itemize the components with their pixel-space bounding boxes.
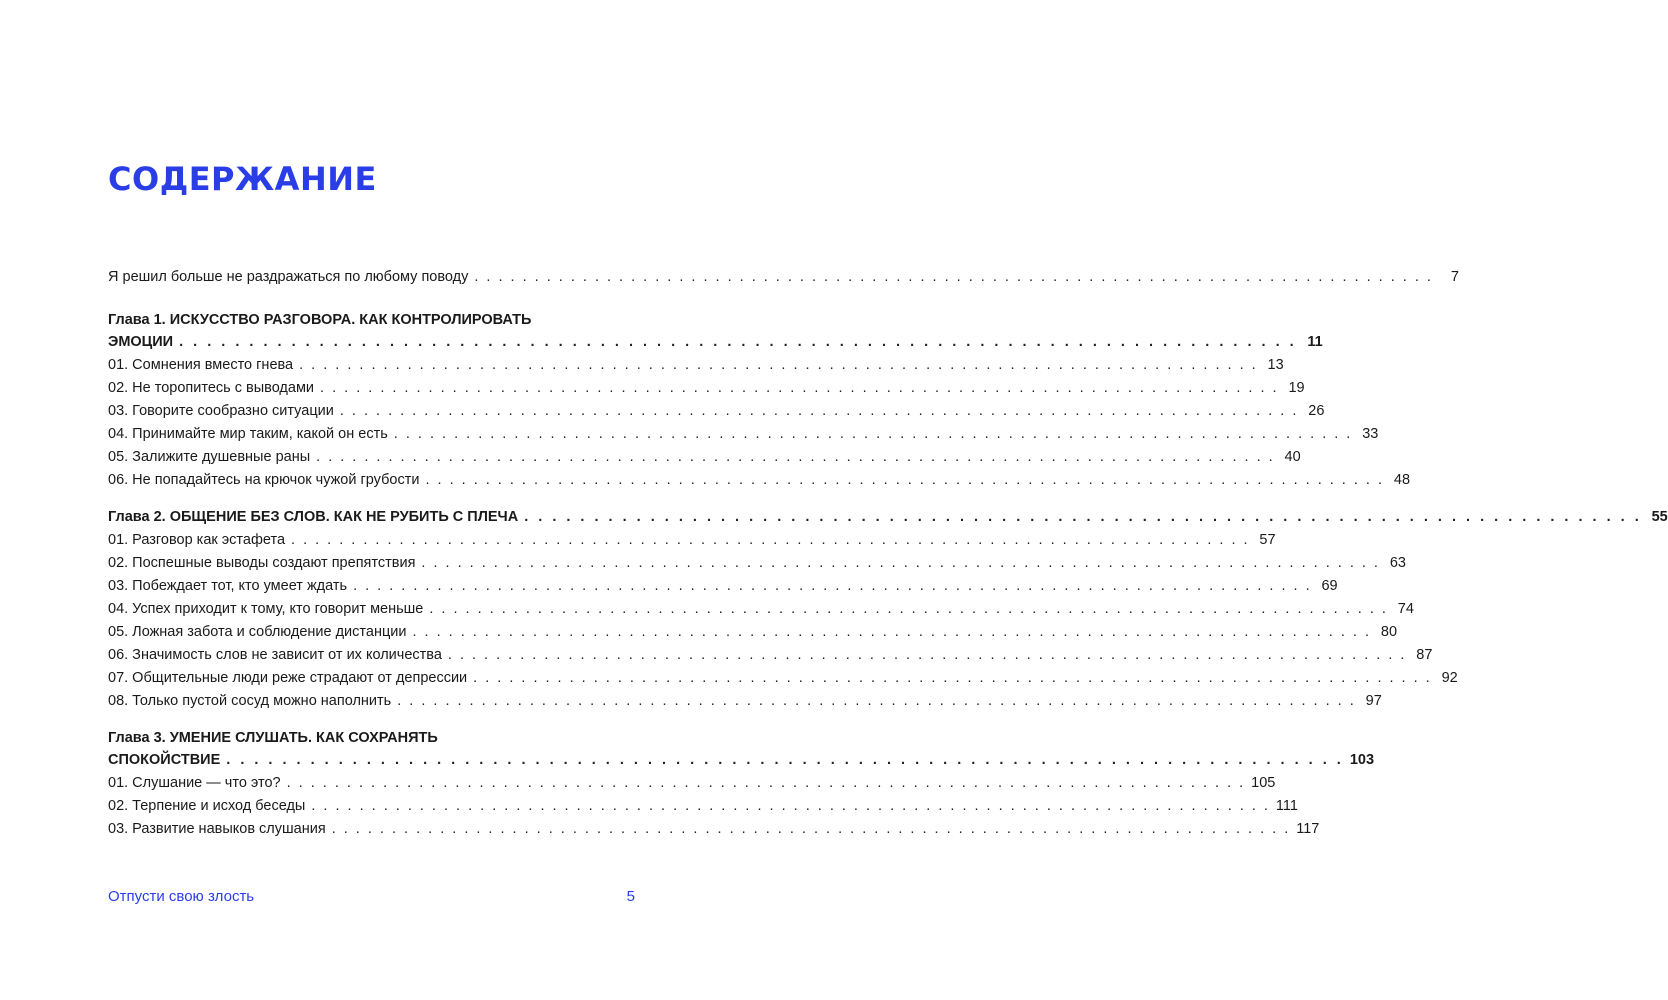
toc-entry-page: 105 [1251, 775, 1276, 791]
dot-leader [287, 772, 1246, 795]
toc-entry[interactable] [108, 400, 1325, 423]
dot-leader [226, 749, 1344, 772]
dot-leader [179, 331, 1297, 354]
dot-leader [311, 795, 1270, 818]
toc-entry-label: 03. Говорите сообразно ситуации [108, 403, 334, 419]
toc-entry-label: 04. Принимайте мир таким, какой он есть [108, 426, 388, 442]
toc-entry-page: 13 [1267, 357, 1284, 373]
chapter-title-line1: Глава 1. ИСКУССТВО РАЗГОВОРА. КАК КОНТРОЛИРОВАТЬ [108, 312, 532, 328]
toc-entry-page: 97 [1365, 693, 1382, 709]
toc-entry[interactable] [108, 529, 1276, 552]
toc-entry-label: 03. Побеждает тот, кто умеет ждать [108, 578, 348, 594]
footer-page-number: 5 [626, 888, 635, 905]
toc-entry[interactable] [108, 598, 1414, 621]
chapter-page: 11 [1307, 334, 1323, 350]
chapter-title-line2: ЭМОЦИИ [108, 334, 174, 350]
dot-leader [425, 469, 1384, 492]
dot-leader [340, 400, 1299, 423]
dot-leader [429, 598, 1388, 621]
toc-intro-entry[interactable] [108, 266, 1459, 289]
chapter-page: 55 [1651, 509, 1668, 525]
toc-entry-label: 02. Поспешные выводы создают препятствия [108, 555, 416, 571]
toc-entry-page: 7 [1450, 269, 1459, 285]
table-of-contents [108, 266, 1668, 841]
page-footer [108, 888, 635, 905]
toc-entry-page: 63 [1389, 555, 1406, 571]
dot-leader [412, 621, 1371, 644]
toc-chapter-1 [108, 309, 1411, 492]
toc-entry[interactable] [108, 552, 1406, 575]
toc-entry-label: 06. Значимость слов не зависит от их количества [108, 647, 442, 663]
toc-entry-page: 33 [1362, 426, 1379, 442]
toc-entry-label: 01. Слушание — что это? [108, 775, 281, 791]
toc-entry[interactable] [108, 621, 1398, 644]
toc-chapter-3 [108, 727, 1375, 841]
dot-leader [524, 506, 1642, 529]
dot-leader [353, 575, 1312, 598]
toc-entry[interactable] [108, 667, 1458, 690]
toc-entry[interactable] [108, 446, 1301, 469]
toc-entry[interactable] [108, 423, 1379, 446]
toc-entry-label: 05. Ложная забота и соблюдение дистанции [108, 624, 407, 640]
toc-entry-page: 74 [1397, 601, 1414, 617]
dot-leader [448, 644, 1407, 667]
footer-book-title: Отпусти свою злость [108, 888, 255, 905]
toc-entry-page: 19 [1288, 380, 1305, 396]
page-title: СОДЕРЖАНИЕ [108, 160, 377, 198]
toc-entry-label: 05. Залижите душевные раны [108, 449, 311, 465]
toc-entry[interactable] [108, 469, 1411, 492]
toc-chapter-heading[interactable] [108, 506, 1668, 529]
dot-leader [474, 266, 1433, 289]
toc-chapter-2 [108, 506, 1668, 713]
toc-entry[interactable] [108, 575, 1338, 598]
toc-entry[interactable] [108, 772, 1276, 795]
toc-entry-label: 07. Общительные люди реже страдают от депрессии [108, 670, 468, 686]
toc-entry-page: 87 [1416, 647, 1433, 663]
toc-entry-label: 01. Разговор как эстафета [108, 532, 286, 548]
toc-entry-label: 02. Терпение и исход беседы [108, 798, 306, 814]
dot-leader [291, 529, 1250, 552]
toc-entry-label: 03. Развитие навыков слушания [108, 821, 326, 837]
toc-entry-page: 48 [1393, 472, 1411, 488]
toc-entry-label: 08. Только пустой сосуд можно наполнить [108, 693, 392, 709]
toc-entry[interactable] [108, 377, 1305, 400]
dot-leader [316, 446, 1275, 469]
toc-entry-page: 26 [1308, 403, 1325, 419]
chapter-page: 103 [1349, 752, 1375, 768]
toc-entry-page: 111 [1275, 798, 1298, 814]
toc-entry-label: 04. Успех приходит к тому, кто говорит меньше [108, 601, 424, 617]
toc-entry-label: 02. Не торопитесь с выводами [108, 380, 315, 396]
chapter-title-line2: СПОКОЙСТВИЕ [108, 752, 221, 768]
toc-entry[interactable] [108, 644, 1433, 667]
dot-leader [397, 690, 1356, 713]
toc-entry-page: 80 [1380, 624, 1398, 640]
toc-entry-page: 92 [1441, 670, 1458, 686]
chapter-title-line1: Глава 3. УМЕНИЕ СЛУШАТЬ. КАК СОХРАНЯТЬ [108, 730, 438, 746]
toc-entry-label: Я решил больше не раздражаться по любому поводу [108, 269, 469, 285]
dot-leader [473, 667, 1432, 690]
chapter-title-line2: Глава 2. ОБЩЕНИЕ БЕЗ СЛОВ. КАК НЕ РУБИТЬ С ПЛЕЧА [108, 509, 519, 525]
toc-chapter-heading[interactable] [108, 309, 1323, 354]
toc-entry[interactable] [108, 690, 1382, 713]
toc-entry[interactable] [108, 818, 1320, 841]
dot-leader [332, 818, 1291, 841]
dot-leader [421, 552, 1380, 575]
toc-chapter-heading[interactable] [108, 727, 1375, 772]
toc-entry[interactable] [108, 354, 1284, 377]
toc-entry-label: 01. Сомнения вместо гнева [108, 357, 294, 373]
dot-leader [299, 354, 1258, 377]
toc-entry[interactable] [108, 795, 1298, 818]
toc-entry-page: 57 [1259, 532, 1276, 548]
toc-entry-page: 117 [1296, 821, 1320, 837]
toc-entry-page: 40 [1284, 449, 1301, 465]
toc-entry-page: 69 [1321, 578, 1338, 594]
toc-entry-label: 06. Не попадайтесь на крючок чужой грубости [108, 472, 420, 488]
dot-leader [320, 377, 1279, 400]
dot-leader [394, 423, 1353, 446]
